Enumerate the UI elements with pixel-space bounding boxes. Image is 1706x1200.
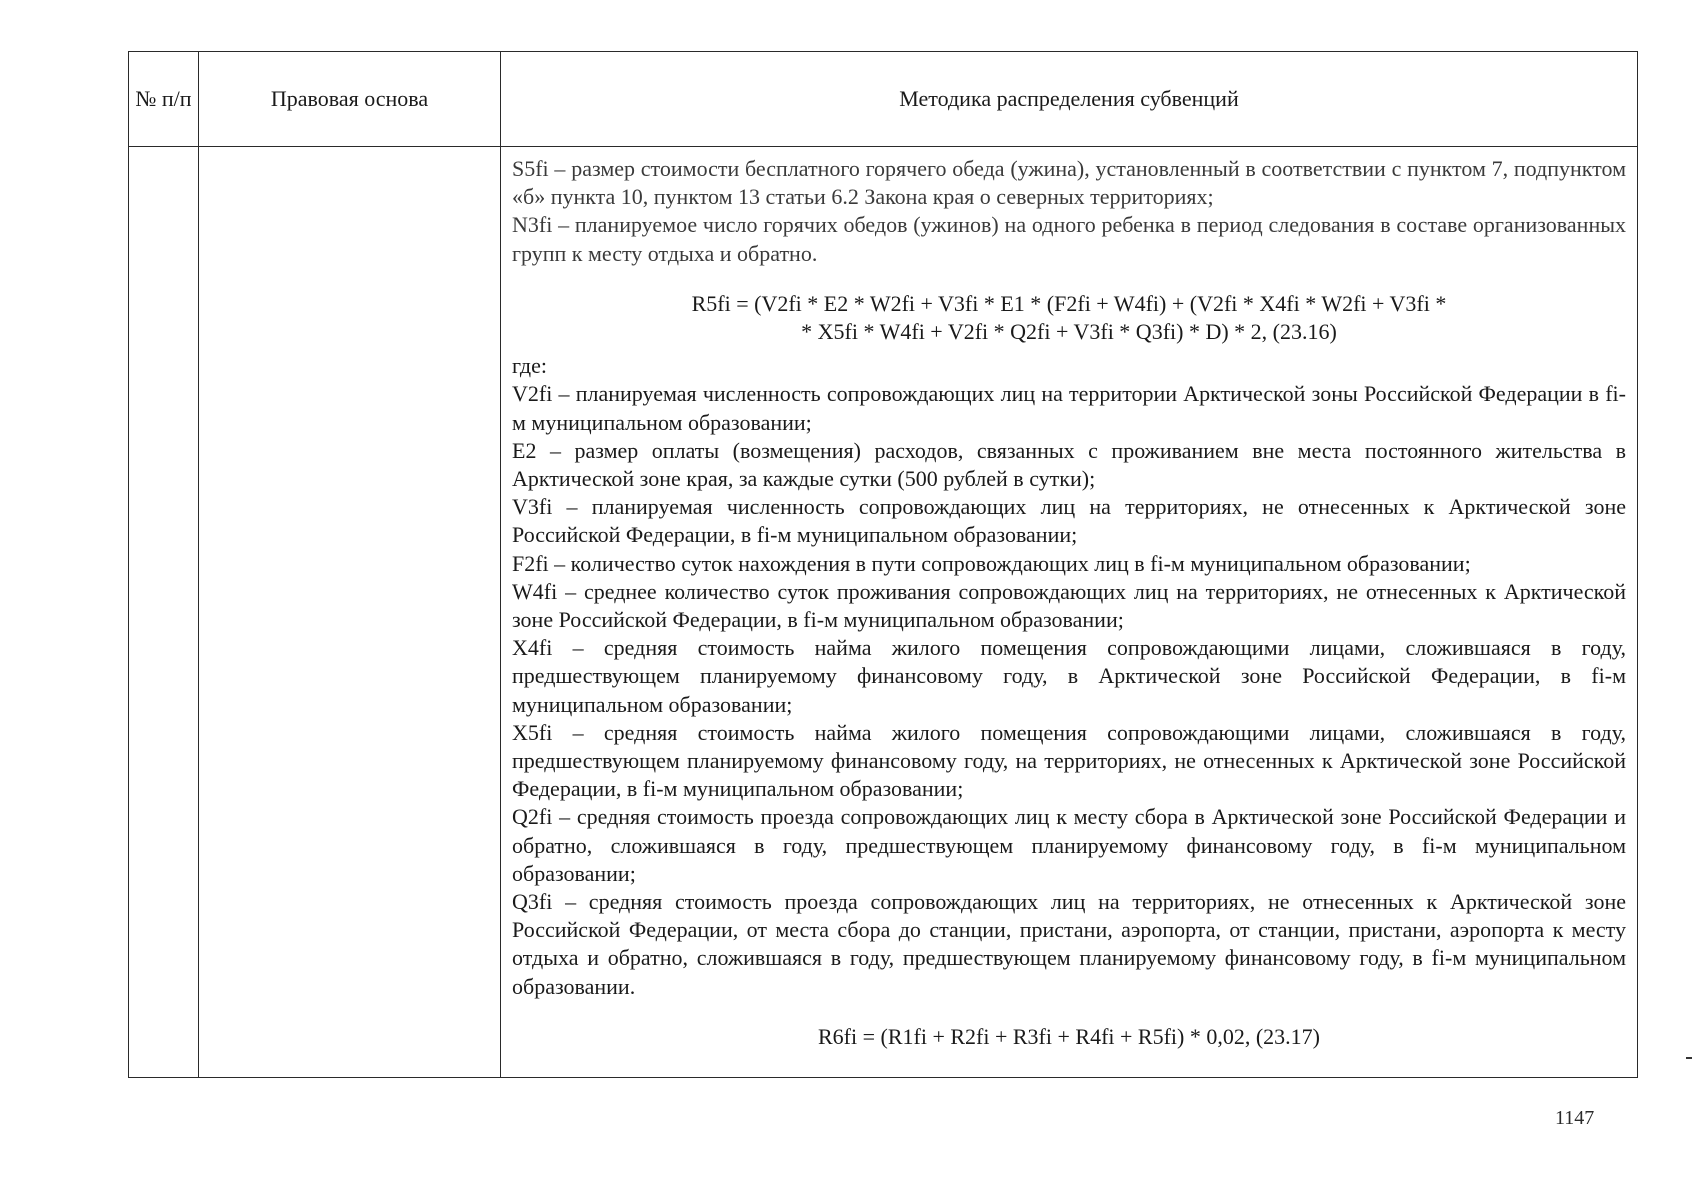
table-row [129, 147, 1638, 1078]
row-legal-basis-cell [199, 147, 501, 1078]
where-label: где: [512, 353, 547, 379]
header-legal-basis: Правовая основа [199, 52, 501, 147]
header-number: № п/п [129, 52, 199, 147]
formula-r6: R6fi = (R1fi + R2fi + R3fi + R4fi + R5fi) * 0,02, (23.17) [817, 1023, 1320, 1049]
table-header-row [129, 52, 1638, 147]
definition-x4fi: X4fi – средняя стоимость найма жилого помещения сопровождающими лицами, сложившаяся в году, предшествующем планируемому финансовому году, в Арктической зоне Российской Федерации, в fi-м муниципальном образовании; [512, 635, 1626, 717]
definition-v2fi: V2fi – планируемая численность сопровождающих лиц на территории Арктической зоны Российской Федерации в fi-м муниципальном образовании; [512, 381, 1626, 435]
definition-x5fi: X5fi – средняя стоимость найма жилого помещения сопровождающими лицами, сложившаяся в году, предшествующем планируемому финансовому году, на территориях, не отнесенных к Арктической зоне Российской Федерации, в fi-м муниципальном образовании; [512, 719, 1626, 802]
row-methodology-cell [501, 147, 1638, 1078]
subsidy-methodology-table [128, 51, 1638, 1078]
scan-artifact [1686, 1057, 1692, 1059]
definition-v3fi: V3fi – планируемая численность сопровождающих лиц на территориях, не отнесенных к Арктической зоне Российской Федерации, в fi-м муниципальном образовании; [512, 494, 1626, 548]
header-methodology: Методика распределения субвенций [501, 52, 1638, 147]
formula-r6-block [512, 1023, 1626, 1051]
paragraph-n3fi: N3fi – планируемое число горячих обедов (ужинов) на одного ребенка в период следования в составе организованных групп к месту отдыха и обратно. [512, 212, 1626, 266]
row-number-cell [129, 147, 199, 1078]
page-number: 1147 [1555, 1107, 1595, 1129]
definition-e2: E2 – размер оплаты (возмещения) расходов, связанных с проживанием вне места постоянного жительства в Арктической зоне края, за каждые сутки (500 рублей в сутки); [512, 437, 1626, 492]
formula-r5-line2: * X5fi * W4fi + V2fi * Q2fi + V3fi * Q3fi) * D) * 2, (23.16) [801, 319, 1337, 345]
definition-q2fi: Q2fi – средняя стоимость проезда сопровождающих лиц к месту сбора в Арктической зоне Российской Федерации и обратно, сложившаяся в году, предшествующем планируемому финансовому году, в fi-м муниципальном образовании; [512, 804, 1626, 886]
paragraph-s5fi: S5fi – размер стоимости бесплатного горячего обеда (ужина), установленный в соответствии с пунктом 7, подпунктом «б» пункта 10, пунктом 13 статьи 6.2 Закона края о северных территориях; [512, 156, 1626, 210]
definition-q3fi: Q3fi – средняя стоимость проезда сопровождающих лиц на территориях, не отнесенных к Арктической зоне Российской Федерации, от места сбора до станции, пристани, аэропорта, от станции, пристани, аэропорта к месту отдыха и обратно, сложившаяся в году, предшествующем планируемому финансовому году, в fi-м муниципальном образовании. [512, 889, 1626, 999]
definition-w4fi: W4fi – среднее количество суток проживания сопровождающих лиц на территориях, не отнесенных к Арктической зоне Российской Федерации, в fi-м муниципальном образовании; [512, 578, 1626, 633]
formula-r5-line1: R5fi = (V2fi * E2 * W2fi + V3fi * E1 * (F2fi + W4fi) + (V2fi * X4fi * W2fi + V3fi * [691, 290, 1447, 316]
formula-r5-block [512, 290, 1626, 346]
definition-f2fi: F2fi – количество суток нахождения в пути сопровождающих лиц в fi-м муниципальном образовании; [512, 550, 1471, 576]
